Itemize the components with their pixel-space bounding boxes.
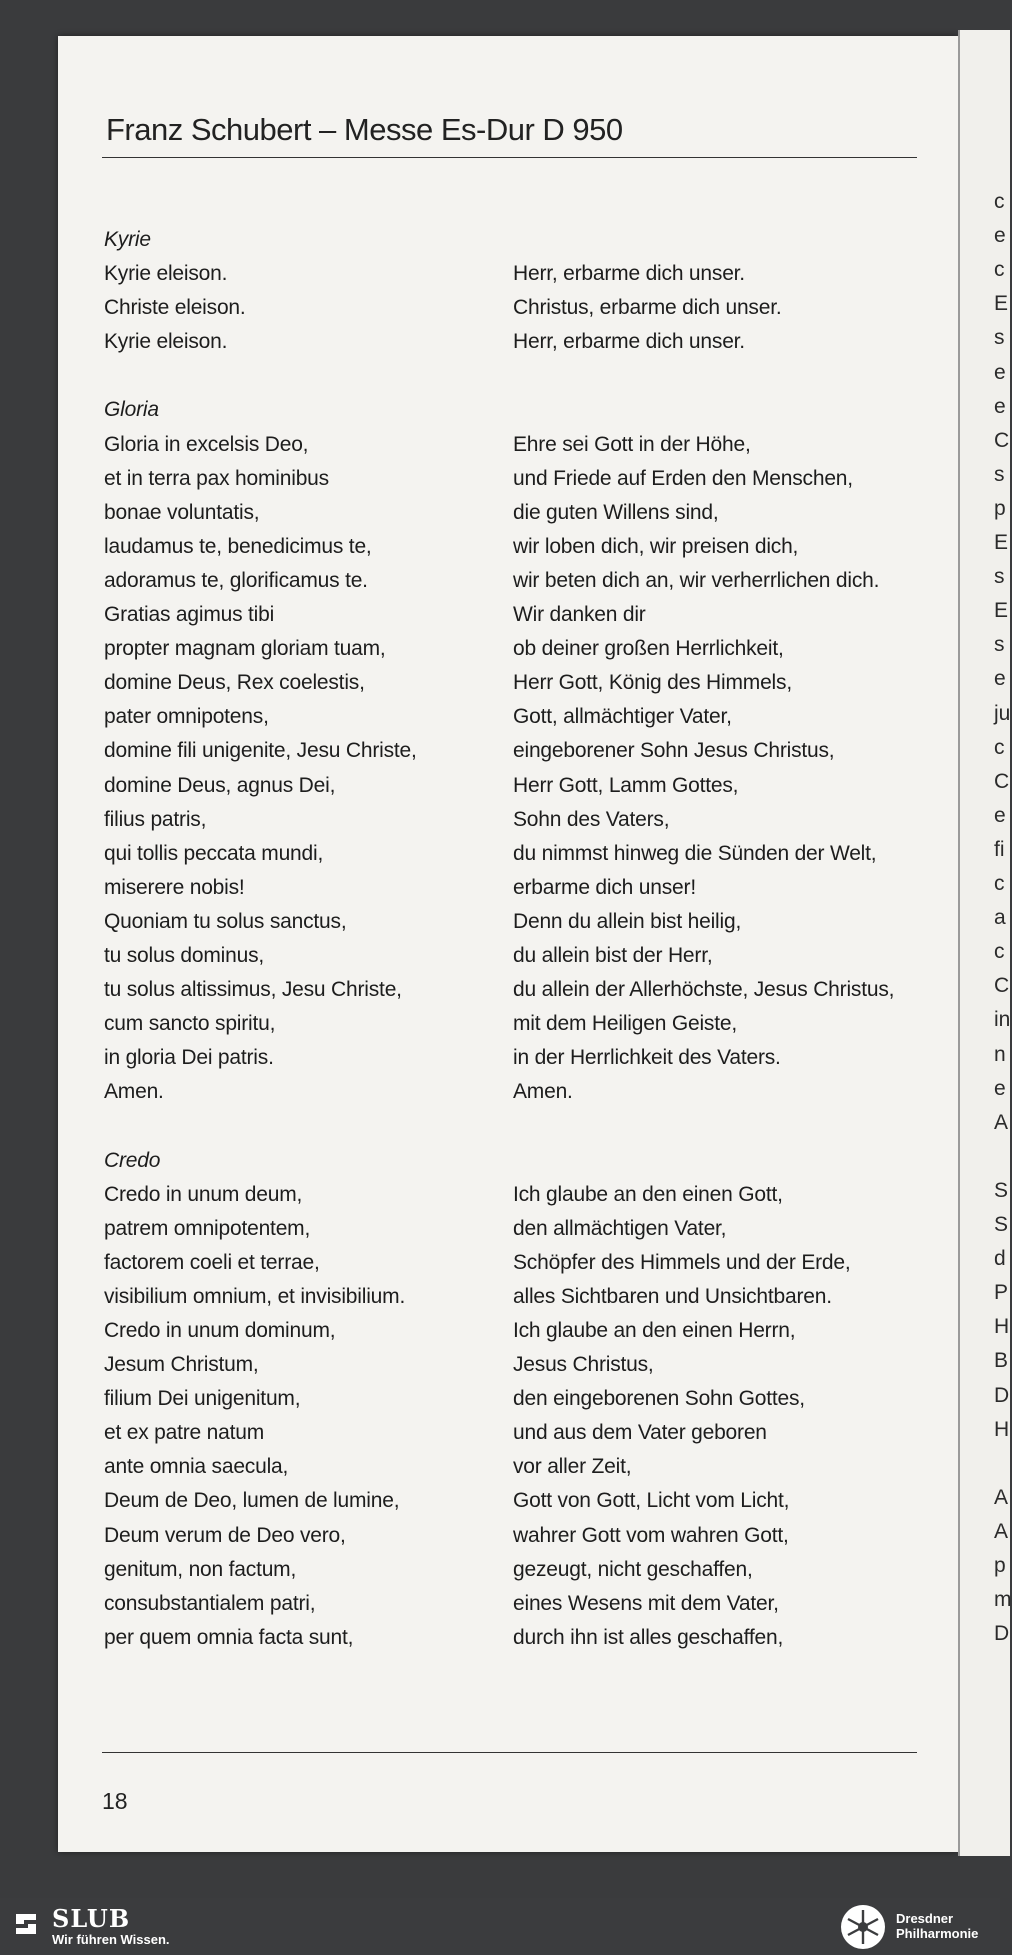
adjacent-page-letter: S — [994, 1213, 1009, 1236]
slub-logo-icon — [12, 1910, 40, 1938]
adjacent-page-letter: A — [994, 1485, 1009, 1509]
german-line: den eingeborenen Sohn Gottes, — [513, 1387, 805, 1411]
german-line: durch ihn ist alles geschaffen, — [513, 1625, 784, 1649]
slub-logo-text: SLUB — [52, 1904, 131, 1933]
viewer-footer-bar — [0, 1898, 1000, 1955]
german-blank-line — [513, 1144, 894, 1178]
german-line: Jesus Christus, — [513, 1353, 654, 1377]
german-line: du nimmst hinweg die Sünden der Welt, — [513, 841, 877, 865]
adjacent-page-letter: D — [994, 1622, 1010, 1646]
adjacent-page-letter: E — [994, 292, 1009, 316]
adjacent-page-letter: e — [994, 394, 1006, 418]
adjacent-page-letter: e — [994, 803, 1006, 827]
adjacent-page-letter: n — [994, 1042, 1006, 1066]
latin-line: Kyrie — [104, 228, 151, 251]
latin-line: factorem coeli et terrae, — [104, 1250, 320, 1274]
adjacent-page-letter: P — [994, 1281, 1009, 1305]
german-line: in der Herrlichkeit des Vaters. — [513, 1046, 781, 1070]
adjacent-page-letter: H — [994, 1417, 1010, 1441]
german-line: Sohn des Vaters, — [513, 807, 670, 831]
german-blank-line — [513, 223, 894, 257]
adjacent-page-letter: C — [994, 769, 1010, 793]
german-blank-line — [513, 359, 894, 393]
latin-line: Christe eleison. — [104, 296, 246, 320]
german-line: Gott, allmächtiger Vater, — [513, 705, 732, 729]
adjacent-page-letter: c — [994, 190, 1005, 213]
latin-line: Gloria in excelsis Deo, — [104, 432, 309, 456]
footer-rule — [102, 1752, 917, 1753]
adjacent-page-letter: d — [994, 1247, 1006, 1271]
adjacent-page-letter: C — [994, 974, 1010, 998]
adjacent-page-letter: E — [994, 531, 1009, 554]
latin-line: miserere nobis! — [104, 875, 245, 899]
latin-line: Kyrie eleison. — [104, 330, 228, 354]
latin-line: et in terra pax hominibus — [104, 466, 329, 490]
dresdner-philharmonie-logo-icon — [838, 1902, 888, 1952]
german-line: Herr Gott, Lamm Gottes, — [513, 773, 739, 797]
german-line: Schöpfer des Himmels und der Erde, — [513, 1250, 851, 1274]
german-line: Amen. — [513, 1080, 573, 1104]
latin-line: domine fili unigenite, Jesu Christe, — [104, 739, 417, 763]
adjacent-page-letter: e — [994, 1076, 1006, 1100]
adjacent-page-letter: c — [994, 735, 1005, 759]
latin-line: tu solus altissimus, Jesu Christe, — [104, 978, 402, 1002]
latin-line: genitum, non factum, — [104, 1557, 297, 1581]
german-line: mit dem Heiligen Geiste, — [513, 1012, 737, 1036]
german-line: und aus dem Vater geboren — [513, 1421, 767, 1445]
latin-text-column — [104, 223, 417, 1655]
adjacent-page-letter: m — [994, 1588, 1012, 1612]
latin-line: Gratias agimus tibi — [104, 603, 275, 627]
latin-line: Credo in unum deum, — [104, 1182, 303, 1206]
adjacent-page-letter: in — [994, 1008, 1011, 1032]
adjacent-page-letter: e — [994, 224, 1006, 248]
german-blank-line — [513, 1109, 894, 1143]
german-line: du allein bist der Herr, — [513, 943, 713, 967]
german-line: du allein der Allerhöchste, Jesus Christus, — [513, 978, 895, 1002]
german-line: gezeugt, nicht geschaffen, — [513, 1557, 753, 1581]
latin-line: visibilium omnium, et invisibilium. — [104, 1284, 406, 1308]
page-number: 18 — [102, 1788, 128, 1814]
german-line: den allmächtigen Vater, — [513, 1216, 727, 1240]
adjacent-page-letter: a — [994, 906, 1006, 930]
adjacent-page-letter: c — [994, 940, 1005, 964]
latin-line: cum sancto spiritu, — [104, 1012, 276, 1036]
latin-blank-line — [104, 359, 417, 393]
german-line: Herr, erbarme dich unser. — [513, 330, 745, 354]
german-text-column — [513, 223, 894, 1655]
latin-line: laudamus te, benedicimus te, — [104, 534, 372, 558]
german-line: Denn du allein bist heilig, — [513, 909, 742, 933]
latin-line: consubstantialem patri, — [104, 1591, 316, 1615]
latin-line: Jesum Christum, — [104, 1353, 259, 1377]
german-line: wahrer Gott vom wahren Gott, — [513, 1523, 789, 1547]
german-line: Ehre sei Gott in der Höhe, — [513, 432, 751, 456]
adjacent-page-letter: C — [994, 428, 1010, 452]
german-line: die guten Willens sind, — [513, 500, 719, 524]
page-title: Franz Schubert – Messe Es-Dur D 950 — [106, 112, 623, 147]
german-line: Gott von Gott, Licht vom Licht, — [513, 1489, 790, 1513]
adjacent-page-letter: A — [994, 1519, 1009, 1543]
adjacent-page-letter: e — [994, 360, 1006, 384]
latin-line: domine Deus, agnus Dei, — [104, 773, 336, 797]
adjacent-page-letter: E — [994, 599, 1009, 623]
adjacent-page-letter: s — [994, 326, 1005, 350]
adjacent-page-letter: fi — [994, 837, 1005, 861]
latin-line: qui tollis peccata mundi, — [104, 841, 324, 865]
german-line: eingeborener Sohn Jesus Christus, — [513, 739, 835, 763]
adjacent-page-letter: s — [994, 633, 1005, 657]
german-blank-line — [513, 393, 894, 427]
adjacent-page-letter: e — [994, 667, 1006, 691]
latin-line: Deum verum de Deo vero, — [104, 1523, 346, 1547]
adjacent-page-letter: s — [994, 565, 1005, 589]
latin-line: Credo — [104, 1148, 161, 1172]
adjacent-page-letter: s — [994, 462, 1005, 486]
latin-line: Gloria — [104, 398, 159, 422]
latin-line: adoramus te, glorificamus te. — [104, 568, 368, 592]
german-line: wir beten dich an, wir verherrlichen dich. — [513, 568, 880, 592]
latin-line: Quoniam tu solus sanctus, — [104, 909, 347, 933]
german-line: Wir danken dir — [513, 603, 646, 627]
adjacent-page-letter: H — [994, 1315, 1010, 1339]
adjacent-page-letter: D — [994, 1383, 1010, 1407]
adjacent-page-letter: p — [994, 496, 1006, 520]
german-line: Christus, erbarme dich unser. — [513, 296, 782, 320]
german-line: und Friede auf Erden den Menschen, — [513, 466, 853, 490]
latin-blank-line — [104, 1109, 417, 1143]
adjacent-page-letter: S — [994, 1178, 1009, 1202]
german-line: ob deiner großen Herrlichkeit, — [513, 637, 784, 661]
german-line: Herr, erbarme dich unser. — [513, 262, 745, 286]
german-line: vor aller Zeit, — [513, 1455, 632, 1479]
latin-line: et ex patre natum — [104, 1421, 265, 1445]
slub-tagline: Wir führen Wissen. — [52, 1932, 170, 1947]
adjacent-page-letter: A — [994, 1110, 1009, 1134]
latin-line: Amen. — [104, 1080, 164, 1104]
latin-line: filius patris, — [104, 807, 207, 831]
german-line: Herr Gott, König des Himmels, — [513, 671, 792, 695]
adjacent-page-letter: c — [994, 258, 1005, 282]
latin-line: bonae voluntatis, — [104, 500, 260, 524]
latin-line: filium Dei unigenitum, — [104, 1387, 301, 1411]
adjacent-page-letter: ju — [994, 701, 1011, 725]
adjacent-page-letter: B — [994, 1349, 1009, 1373]
adjacent-page-edge — [958, 30, 1010, 1856]
latin-line: in gloria Dei patris. — [104, 1046, 274, 1070]
german-line: Ich glaube an den einen Herrn, — [513, 1319, 796, 1342]
latin-line: per quem omnia facta sunt, — [104, 1625, 354, 1649]
dresdner-philharmonie-name: Dresdner Philharmonie — [896, 1911, 979, 1941]
latin-line: tu solus dominus, — [104, 943, 265, 967]
german-line: erbarme dich unser! — [513, 875, 696, 899]
german-line: Ich glaube an den einen Gott, — [513, 1182, 783, 1206]
german-line: eines Wesens mit dem Vater, — [513, 1591, 779, 1615]
latin-line: propter magnam gloriam tuam, — [104, 637, 386, 661]
latin-line: domine Deus, Rex coelestis, — [104, 671, 365, 695]
latin-line: pater omnipotens, — [104, 705, 269, 729]
adjacent-page-letter: p — [994, 1554, 1006, 1577]
german-line: wir loben dich, wir preisen dich, — [513, 534, 799, 558]
latin-line: ante omnia saecula, — [104, 1455, 289, 1479]
latin-line: Deum de Deo, lumen de lumine, — [104, 1489, 400, 1513]
latin-line: patrem omnipotentem, — [104, 1216, 311, 1240]
german-line: alles Sichtbaren und Unsichtbaren. — [513, 1284, 832, 1308]
latin-line: Credo in unum dominum, — [104, 1319, 336, 1342]
header-rule — [102, 157, 917, 158]
adjacent-page-letter: c — [994, 872, 1005, 895]
latin-line: Kyrie eleison. — [104, 262, 228, 286]
